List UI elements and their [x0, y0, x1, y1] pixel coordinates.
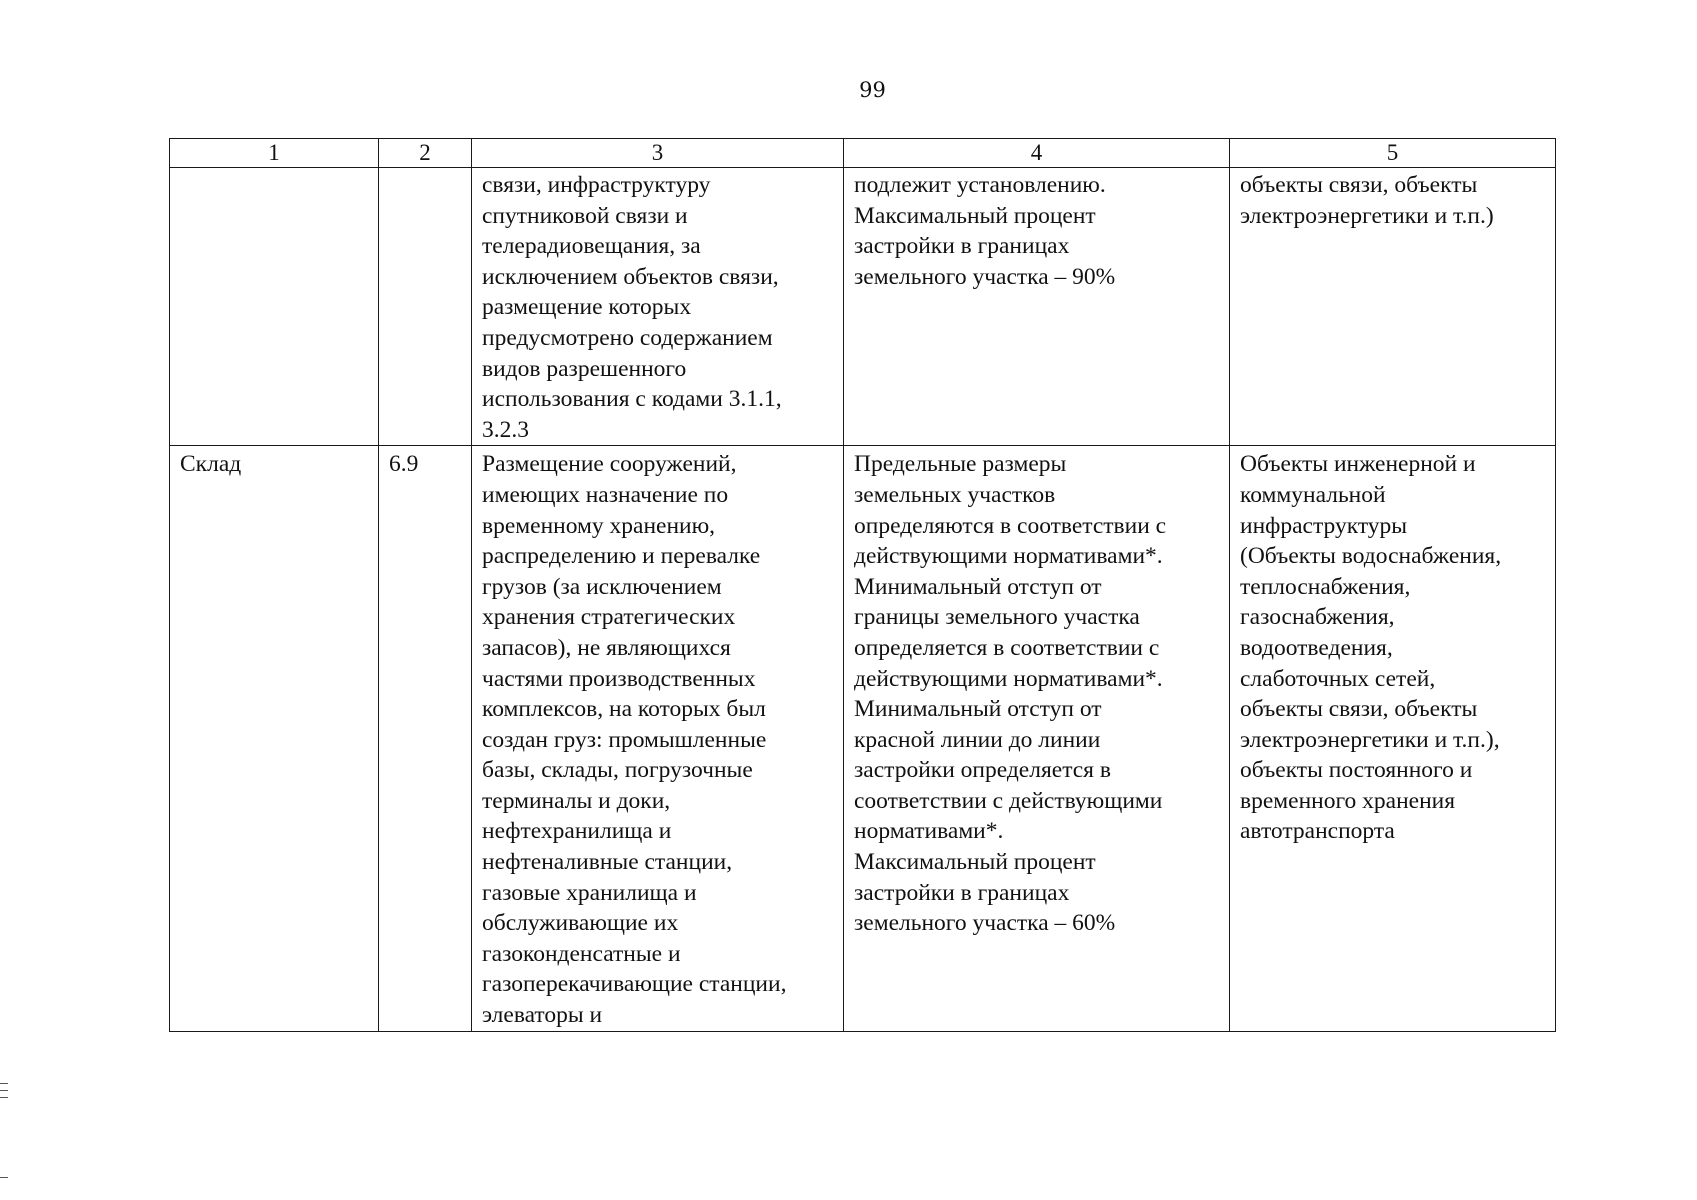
cell-line: предусмотрено содержанием — [482, 324, 773, 351]
column-header-1: 1 — [170, 139, 379, 168]
cell-line: застройки в границах — [854, 879, 1070, 906]
table-header-row — [170, 139, 1556, 168]
cell-description — [472, 168, 844, 446]
cell-line: объекты связи, объекты — [1240, 696, 1478, 723]
scan-margin-mark — [0, 1083, 8, 1084]
cell-line: частями производственных — [482, 665, 756, 692]
cell-line: исключением объектов связи, — [482, 263, 779, 290]
cell-use-code — [379, 168, 472, 446]
scan-margin-mark — [0, 1090, 8, 1091]
cell-line: Минимальный отступ от — [854, 573, 1102, 600]
cell-line: коммунальной — [1240, 481, 1386, 508]
cell-line: распределению и перевалке — [482, 543, 761, 570]
cell-line: определяются в соответствии с — [854, 512, 1167, 539]
cell-line: имеющих назначение по — [482, 481, 729, 508]
cell-line: газовые хранилища и — [482, 879, 697, 906]
cell-line: застройки в границах — [854, 233, 1070, 260]
cell-line: автотранспорта — [1240, 818, 1395, 845]
cell-line: временному хранению, — [482, 512, 716, 539]
cell-line: соответствии с действующими — [854, 787, 1163, 814]
cell-auxiliary-uses — [1230, 446, 1556, 1031]
scan-margin-mark — [0, 1177, 8, 1178]
land-use-table — [169, 138, 1556, 1032]
cell-line: грузов (за исключением — [482, 573, 722, 600]
cell-line: (Объекты водоснабжения, — [1240, 543, 1502, 570]
cell-line: комплексов, на которых был — [482, 696, 766, 723]
cell-line: газоперекачивающие станции, — [482, 971, 787, 998]
cell-line: Размещение сооружений, — [482, 451, 737, 478]
cell-line: размещение которых — [482, 294, 692, 321]
cell-line: спутниковой связи и — [482, 202, 688, 229]
cell-line: запасов), не являющихся — [482, 634, 731, 661]
cell-parameters — [844, 168, 1230, 446]
cell-line: нефтехранилища и — [482, 818, 672, 845]
cell-line: определяется в соответствии с — [854, 634, 1160, 661]
cell-line: газоконденсатные и — [482, 940, 681, 967]
column-header-2: 2 — [379, 139, 472, 168]
cell-line: элеваторы и — [482, 1002, 603, 1029]
cell-line: земельного участка – 90% — [854, 263, 1116, 290]
scan-margin-mark — [0, 1097, 8, 1098]
cell-line: нормативами*. — [854, 818, 1004, 845]
cell-line: Предельные размеры — [854, 451, 1067, 478]
cell-line: красной линии до линии — [854, 726, 1101, 753]
table-row — [170, 446, 1556, 1031]
cell-parameters — [844, 446, 1230, 1031]
cell-line: нефтеналивные станции, — [482, 849, 733, 876]
cell-line: хранения стратегических — [482, 604, 736, 631]
cell-line: Максимальный процент — [854, 202, 1096, 229]
cell-line: газоснабжения, — [1240, 604, 1395, 631]
cell-use-type: Склад — [170, 446, 379, 1031]
cell-use-type — [170, 168, 379, 446]
cell-line: электроэнергетики и т.п.), — [1240, 726, 1500, 753]
cell-line: теплоснабжения, — [1240, 573, 1411, 600]
cell-line: застройки определяется в — [854, 757, 1111, 784]
cell-line: телерадиовещания, за — [482, 233, 701, 260]
cell-line: земельного участка – 60% — [854, 910, 1116, 937]
cell-use-code: 6.9 — [379, 446, 472, 1031]
cell-line: временного хранения — [1240, 787, 1456, 814]
cell-line: базы, склады, погрузочные — [482, 757, 753, 784]
cell-line: действующими нормативами*. — [854, 665, 1163, 692]
cell-line: обслуживающие их — [482, 910, 679, 937]
cell-line: инфраструктуры — [1240, 512, 1408, 539]
cell-line: водоотведения, — [1240, 634, 1393, 661]
table-row — [170, 168, 1556, 446]
cell-line: Минимальный отступ от — [854, 696, 1102, 723]
cell-line: объекты связи, объекты — [1240, 172, 1478, 198]
cell-line: Объекты инженерной и — [1240, 451, 1476, 478]
cell-line: слаботочных сетей, — [1240, 665, 1436, 692]
cell-description — [472, 446, 844, 1031]
cell-line: видов разрешенного — [482, 355, 687, 382]
cell-auxiliary-uses — [1230, 168, 1556, 446]
cell-line: использования с кодами 3.1.1, — [482, 386, 782, 413]
cell-line: границы земельного участка — [854, 604, 1140, 631]
column-header-5: 5 — [1230, 139, 1556, 168]
cell-line: объекты постоянного и — [1240, 757, 1473, 784]
cell-line: подлежит установлению. — [854, 172, 1106, 198]
cell-line: создан груз: промышленные — [482, 726, 767, 753]
cell-line: терминалы и доки, — [482, 787, 671, 814]
column-header-3: 3 — [472, 139, 844, 168]
cell-line: 3.2.3 — [482, 416, 529, 443]
page-number: 99 — [859, 78, 886, 102]
cell-line: связи, инфраструктуру — [482, 172, 711, 198]
cell-line: электроэнергетики и т.п.) — [1240, 202, 1494, 229]
cell-line: действующими нормативами*. — [854, 543, 1163, 570]
column-header-4: 4 — [844, 139, 1230, 168]
cell-line: земельных участков — [854, 481, 1056, 508]
cell-line: Максимальный процент — [854, 849, 1096, 876]
